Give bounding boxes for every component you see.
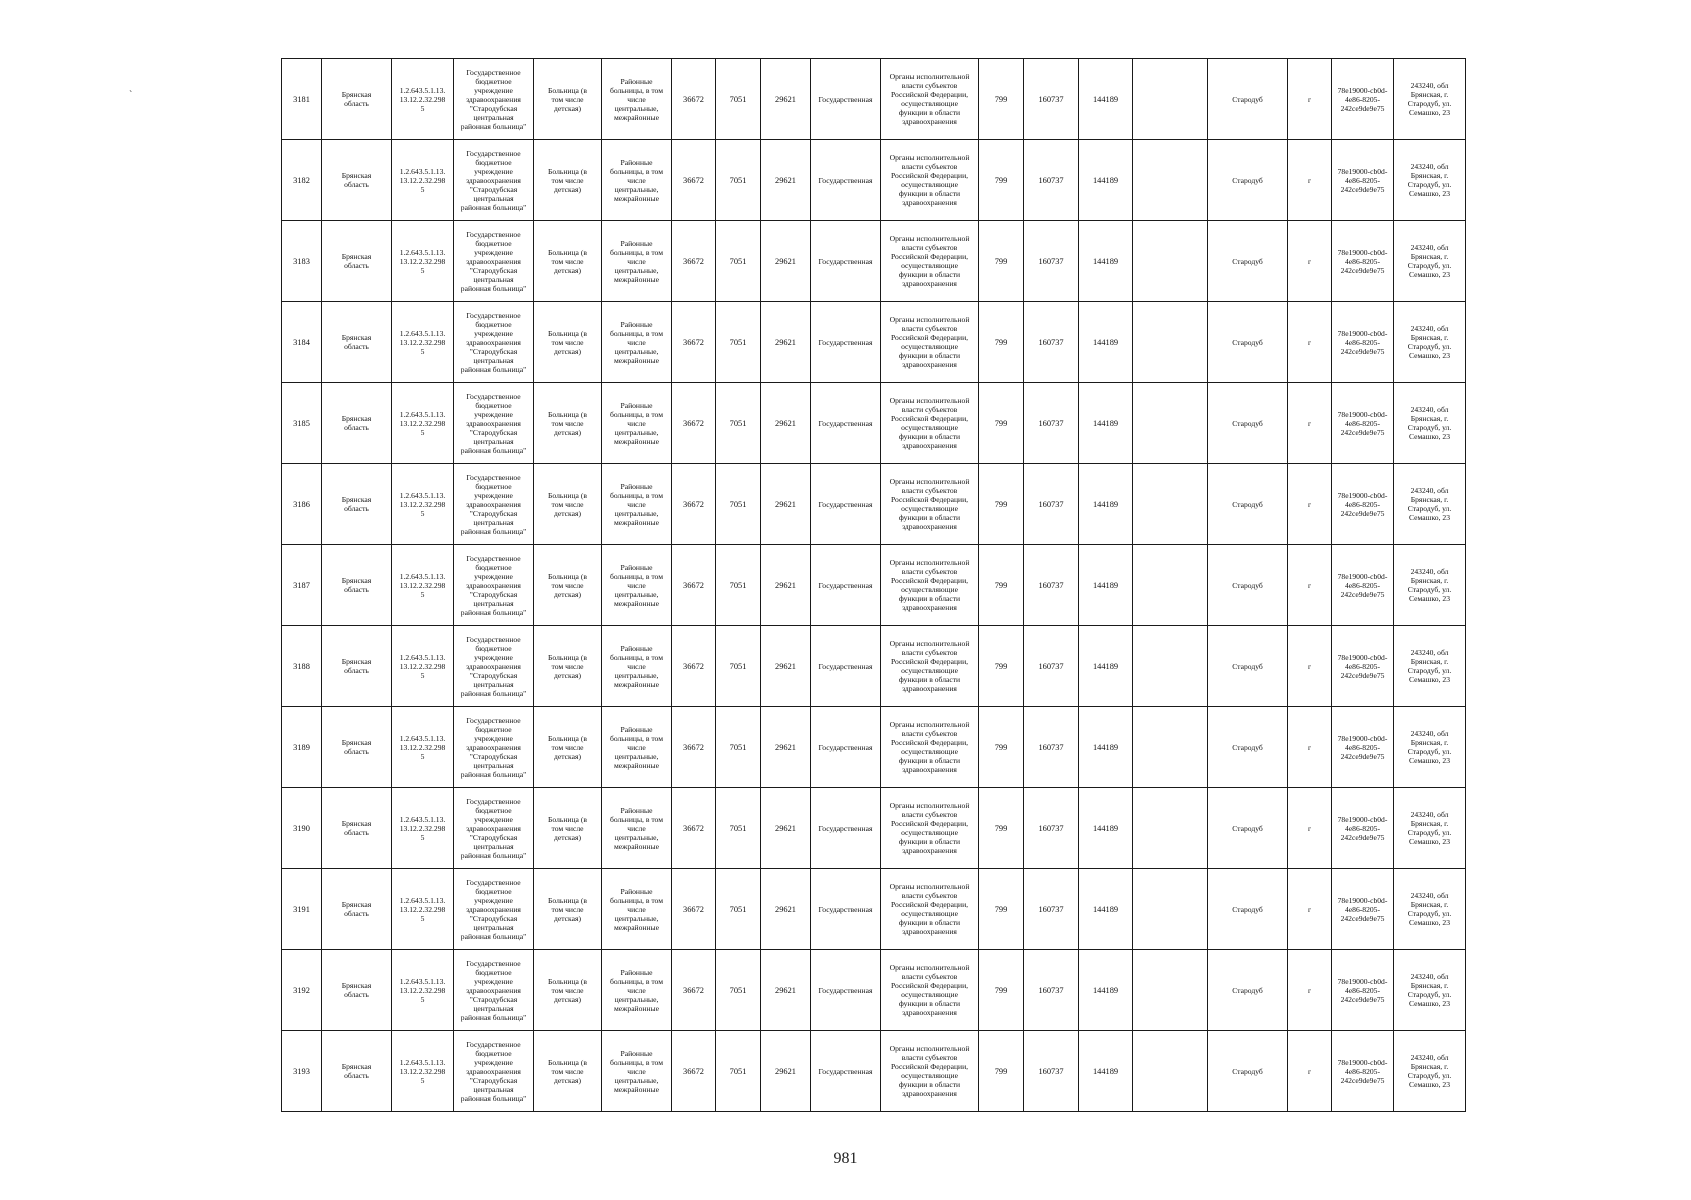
cell-authority: Органы исполнительной власти субъектов Российской Федерации, осуществляющие функции в области здравоохранения <box>881 869 979 950</box>
cell-row-number: 3193 <box>282 1031 322 1112</box>
cell-code-3: 29621 <box>761 302 811 383</box>
cell-code-6: 144189 <box>1079 707 1133 788</box>
cell-facility-type: Больница (в том числе детская) <box>534 464 602 545</box>
cell-code-4: 799 <box>979 1031 1024 1112</box>
cell-region: Брянская область <box>322 1031 392 1112</box>
cell-code-5: 160737 <box>1024 707 1079 788</box>
cell-code-6: 144189 <box>1079 626 1133 707</box>
cell-locality: Стародуб <box>1208 59 1288 140</box>
cell-address: 243240, обл Брянская, г. Стародуб, ул. Семашко, 23 <box>1394 1031 1466 1112</box>
cell-locality: Стародуб <box>1208 626 1288 707</box>
cell-code-3: 29621 <box>761 464 811 545</box>
cell-code-3: 29621 <box>761 626 811 707</box>
cell-code-2: 7051 <box>716 869 761 950</box>
cell-row-number: 3188 <box>282 626 322 707</box>
cell-empty <box>1133 869 1208 950</box>
cell-code-6: 144189 <box>1079 1031 1133 1112</box>
cell-facility-subtype: Районные больницы, в том числе центральные, межрайонные <box>602 59 672 140</box>
cell-organization-name: Государственное бюджетное учреждение здравоохранения "Стародубская центральная районная больница" <box>454 1031 534 1112</box>
cell-row-number: 3190 <box>282 788 322 869</box>
cell-address: 243240, обл Брянская, г. Стародуб, ул. Семашко, 23 <box>1394 59 1466 140</box>
cell-guid: 78e19000-cb0d- 4e86-8205- 242ce9de9e75 <box>1332 59 1394 140</box>
cell-address: 243240, обл Брянская, г. Стародуб, ул. Семашко, 23 <box>1394 545 1466 626</box>
table-row <box>282 869 1466 950</box>
cell-guid: 78e19000-cb0d- 4e86-8205- 242ce9de9e75 <box>1332 707 1394 788</box>
cell-facility-subtype: Районные больницы, в том числе центральные, межрайонные <box>602 302 672 383</box>
cell-empty <box>1133 707 1208 788</box>
cell-code-6: 144189 <box>1079 59 1133 140</box>
cell-oid-code: 1.2.643.5.1.13. 13.12.2.32.298 5 <box>392 545 454 626</box>
cell-row-number: 3182 <box>282 140 322 221</box>
table-row <box>282 1031 1466 1112</box>
cell-oid-code: 1.2.643.5.1.13. 13.12.2.32.298 5 <box>392 140 454 221</box>
cell-code-3: 29621 <box>761 869 811 950</box>
cell-region: Брянская область <box>322 788 392 869</box>
cell-guid: 78e19000-cb0d- 4e86-8205- 242ce9de9e75 <box>1332 950 1394 1031</box>
cell-facility-subtype: Районные больницы, в том числе центральные, межрайонные <box>602 221 672 302</box>
cell-locality-type: г <box>1288 626 1332 707</box>
cell-region: Брянская область <box>322 59 392 140</box>
cell-facility-type: Больница (в том числе детская) <box>534 302 602 383</box>
cell-code-5: 160737 <box>1024 59 1079 140</box>
cell-locality-type: г <box>1288 59 1332 140</box>
cell-organization-name: Государственное бюджетное учреждение здравоохранения "Стародубская центральная районная больница" <box>454 464 534 545</box>
cell-facility-type: Больница (в том числе детская) <box>534 221 602 302</box>
cell-ownership: Государственная <box>811 707 881 788</box>
cell-region: Брянская область <box>322 545 392 626</box>
cell-organization-name: Государственное бюджетное учреждение здравоохранения "Стародубская центральная районная больница" <box>454 950 534 1031</box>
cell-row-number: 3189 <box>282 707 322 788</box>
cell-facility-type: Больница (в том числе детская) <box>534 626 602 707</box>
cell-code-3: 29621 <box>761 545 811 626</box>
cell-row-number: 3181 <box>282 59 322 140</box>
cell-code-2: 7051 <box>716 302 761 383</box>
cell-organization-name: Государственное бюджетное учреждение здравоохранения "Стародубская центральная районная больница" <box>454 869 534 950</box>
cell-code-5: 160737 <box>1024 302 1079 383</box>
cell-authority: Органы исполнительной власти субъектов Российской Федерации, осуществляющие функции в области здравоохранения <box>881 464 979 545</box>
cell-code-5: 160737 <box>1024 788 1079 869</box>
cell-code-3: 29621 <box>761 140 811 221</box>
cell-authority: Органы исполнительной власти субъектов Российской Федерации, осуществляющие функции в области здравоохранения <box>881 788 979 869</box>
cell-guid: 78e19000-cb0d- 4e86-8205- 242ce9de9e75 <box>1332 545 1394 626</box>
cell-locality-type: г <box>1288 1031 1332 1112</box>
cell-code-4: 799 <box>979 221 1024 302</box>
cell-address: 243240, обл Брянская, г. Стародуб, ул. Семашко, 23 <box>1394 950 1466 1031</box>
table-row <box>282 545 1466 626</box>
cell-locality: Стародуб <box>1208 302 1288 383</box>
cell-code-2: 7051 <box>716 1031 761 1112</box>
cell-code-1: 36672 <box>672 302 716 383</box>
cell-ownership: Государственная <box>811 788 881 869</box>
cell-authority: Органы исполнительной власти субъектов Российской Федерации, осуществляющие функции в области здравоохранения <box>881 545 979 626</box>
cell-locality-type: г <box>1288 950 1332 1031</box>
cell-locality-type: г <box>1288 302 1332 383</box>
cell-empty <box>1133 59 1208 140</box>
cell-code-4: 799 <box>979 59 1024 140</box>
cell-ownership: Государственная <box>811 383 881 464</box>
cell-code-6: 144189 <box>1079 545 1133 626</box>
cell-row-number: 3192 <box>282 950 322 1031</box>
cell-facility-subtype: Районные больницы, в том числе центральные, межрайонные <box>602 869 672 950</box>
cell-code-4: 799 <box>979 626 1024 707</box>
cell-guid: 78e19000-cb0d- 4e86-8205- 242ce9de9e75 <box>1332 221 1394 302</box>
cell-code-4: 799 <box>979 464 1024 545</box>
cell-empty <box>1133 950 1208 1031</box>
cell-facility-type: Больница (в том числе детская) <box>534 788 602 869</box>
cell-region: Брянская область <box>322 221 392 302</box>
cell-code-1: 36672 <box>672 221 716 302</box>
cell-locality: Стародуб <box>1208 545 1288 626</box>
cell-code-4: 799 <box>979 950 1024 1031</box>
cell-guid: 78e19000-cb0d- 4e86-8205- 242ce9de9e75 <box>1332 302 1394 383</box>
cell-row-number: 3186 <box>282 464 322 545</box>
cell-code-6: 144189 <box>1079 788 1133 869</box>
cell-oid-code: 1.2.643.5.1.13. 13.12.2.32.298 5 <box>392 1031 454 1112</box>
cell-authority: Органы исполнительной власти субъектов Российской Федерации, осуществляющие функции в области здравоохранения <box>881 140 979 221</box>
cell-code-3: 29621 <box>761 1031 811 1112</box>
cell-authority: Органы исполнительной власти субъектов Российской Федерации, осуществляющие функции в области здравоохранения <box>881 1031 979 1112</box>
cell-code-6: 144189 <box>1079 221 1133 302</box>
cell-address: 243240, обл Брянская, г. Стародуб, ул. Семашко, 23 <box>1394 221 1466 302</box>
cell-authority: Органы исполнительной власти субъектов Российской Федерации, осуществляющие функции в области здравоохранения <box>881 383 979 464</box>
page-number: 981 <box>833 1150 858 1167</box>
cell-ownership: Государственная <box>811 869 881 950</box>
cell-locality: Стародуб <box>1208 383 1288 464</box>
registry-body <box>282 59 1466 1112</box>
cell-region: Брянская область <box>322 464 392 545</box>
cell-address: 243240, обл Брянская, г. Стародуб, ул. Семашко, 23 <box>1394 464 1466 545</box>
cell-code-3: 29621 <box>761 59 811 140</box>
cell-locality: Стародуб <box>1208 707 1288 788</box>
cell-code-2: 7051 <box>716 950 761 1031</box>
cell-code-1: 36672 <box>672 869 716 950</box>
cell-ownership: Государственная <box>811 1031 881 1112</box>
cell-organization-name: Государственное бюджетное учреждение здравоохранения "Стародубская центральная районная больница" <box>454 140 534 221</box>
cell-ownership: Государственная <box>811 302 881 383</box>
cell-locality-type: г <box>1288 221 1332 302</box>
cell-code-1: 36672 <box>672 140 716 221</box>
cell-code-1: 36672 <box>672 626 716 707</box>
cell-locality: Стародуб <box>1208 464 1288 545</box>
cell-ownership: Государственная <box>811 950 881 1031</box>
cell-organization-name: Государственное бюджетное учреждение здравоохранения "Стародубская центральная районная больница" <box>454 626 534 707</box>
registry-sheet <box>281 58 1465 1112</box>
cell-code-5: 160737 <box>1024 950 1079 1031</box>
cell-organization-name: Государственное бюджетное учреждение здравоохранения "Стародубская центральная районная больница" <box>454 59 534 140</box>
cell-authority: Органы исполнительной власти субъектов Российской Федерации, осуществляющие функции в области здравоохранения <box>881 59 979 140</box>
cell-address: 243240, обл Брянская, г. Стародуб, ул. Семашко, 23 <box>1394 302 1466 383</box>
cell-region: Брянская область <box>322 626 392 707</box>
cell-code-1: 36672 <box>672 950 716 1031</box>
table-row <box>282 383 1466 464</box>
cell-code-6: 144189 <box>1079 464 1133 545</box>
cell-row-number: 3184 <box>282 302 322 383</box>
cell-oid-code: 1.2.643.5.1.13. 13.12.2.32.298 5 <box>392 221 454 302</box>
cell-empty <box>1133 545 1208 626</box>
cell-authority: Органы исполнительной власти субъектов Российской Федерации, осуществляющие функции в области здравоохранения <box>881 302 979 383</box>
cell-code-1: 36672 <box>672 59 716 140</box>
cell-region: Брянская область <box>322 707 392 788</box>
cell-row-number: 3183 <box>282 221 322 302</box>
cell-code-4: 799 <box>979 707 1024 788</box>
cell-code-5: 160737 <box>1024 626 1079 707</box>
cell-code-6: 144189 <box>1079 383 1133 464</box>
cell-locality: Стародуб <box>1208 869 1288 950</box>
cell-code-2: 7051 <box>716 221 761 302</box>
cell-code-5: 160737 <box>1024 869 1079 950</box>
table-row <box>282 140 1466 221</box>
cell-guid: 78e19000-cb0d- 4e86-8205- 242ce9de9e75 <box>1332 464 1394 545</box>
cell-oid-code: 1.2.643.5.1.13. 13.12.2.32.298 5 <box>392 383 454 464</box>
cell-code-1: 36672 <box>672 1031 716 1112</box>
cell-facility-type: Больница (в том числе детская) <box>534 950 602 1031</box>
cell-code-5: 160737 <box>1024 1031 1079 1112</box>
cell-code-1: 36672 <box>672 707 716 788</box>
cell-code-4: 799 <box>979 869 1024 950</box>
cell-ownership: Государственная <box>811 221 881 302</box>
cell-code-5: 160737 <box>1024 140 1079 221</box>
cell-empty <box>1133 1031 1208 1112</box>
cell-facility-subtype: Районные больницы, в том числе центральные, межрайонные <box>602 707 672 788</box>
cell-guid: 78e19000-cb0d- 4e86-8205- 242ce9de9e75 <box>1332 140 1394 221</box>
cell-ownership: Государственная <box>811 545 881 626</box>
cell-code-5: 160737 <box>1024 383 1079 464</box>
cell-code-4: 799 <box>979 302 1024 383</box>
cell-code-1: 36672 <box>672 788 716 869</box>
cell-organization-name: Государственное бюджетное учреждение здравоохранения "Стародубская центральная районная больница" <box>454 221 534 302</box>
cell-oid-code: 1.2.643.5.1.13. 13.12.2.32.298 5 <box>392 59 454 140</box>
cell-facility-type: Больница (в том числе детская) <box>534 707 602 788</box>
cell-locality: Стародуб <box>1208 140 1288 221</box>
cell-locality-type: г <box>1288 545 1332 626</box>
cell-facility-subtype: Районные больницы, в том числе центральные, межрайонные <box>602 464 672 545</box>
cell-code-4: 799 <box>979 788 1024 869</box>
cell-authority: Органы исполнительной власти субъектов Российской Федерации, осуществляющие функции в области здравоохранения <box>881 707 979 788</box>
cell-ownership: Государственная <box>811 59 881 140</box>
cell-code-2: 7051 <box>716 464 761 545</box>
cell-code-6: 144189 <box>1079 869 1133 950</box>
cell-code-1: 36672 <box>672 383 716 464</box>
cell-locality: Стародуб <box>1208 788 1288 869</box>
cell-code-3: 29621 <box>761 383 811 464</box>
cell-empty <box>1133 383 1208 464</box>
cell-facility-type: Больница (в том числе детская) <box>534 869 602 950</box>
table-row <box>282 302 1466 383</box>
cell-guid: 78e19000-cb0d- 4e86-8205- 242ce9de9e75 <box>1332 626 1394 707</box>
cell-code-4: 799 <box>979 383 1024 464</box>
cell-empty <box>1133 302 1208 383</box>
cell-authority: Органы исполнительной власти субъектов Российской Федерации, осуществляющие функции в области здравоохранения <box>881 221 979 302</box>
cell-ownership: Государственная <box>811 464 881 545</box>
cell-code-1: 36672 <box>672 545 716 626</box>
registry-table <box>281 58 1466 1112</box>
cell-address: 243240, обл Брянская, г. Стародуб, ул. Семашко, 23 <box>1394 869 1466 950</box>
cell-empty <box>1133 221 1208 302</box>
cell-facility-subtype: Районные больницы, в том числе центральные, межрайонные <box>602 140 672 221</box>
cell-code-6: 144189 <box>1079 302 1133 383</box>
cell-code-3: 29621 <box>761 950 811 1031</box>
cell-organization-name: Государственное бюджетное учреждение здравоохранения "Стародубская центральная районная больница" <box>454 302 534 383</box>
table-row <box>282 221 1466 302</box>
cell-oid-code: 1.2.643.5.1.13. 13.12.2.32.298 5 <box>392 464 454 545</box>
cell-address: 243240, обл Брянская, г. Стародуб, ул. Семашко, 23 <box>1394 707 1466 788</box>
cell-locality-type: г <box>1288 788 1332 869</box>
cell-empty <box>1133 464 1208 545</box>
cell-oid-code: 1.2.643.5.1.13. 13.12.2.32.298 5 <box>392 626 454 707</box>
cell-empty <box>1133 626 1208 707</box>
cell-code-3: 29621 <box>761 707 811 788</box>
cell-code-4: 799 <box>979 545 1024 626</box>
cell-organization-name: Государственное бюджетное учреждение здравоохранения "Стародубская центральная районная больница" <box>454 383 534 464</box>
cell-row-number: 3185 <box>282 383 322 464</box>
cell-address: 243240, обл Брянская, г. Стародуб, ул. Семашко, 23 <box>1394 140 1466 221</box>
cell-code-2: 7051 <box>716 626 761 707</box>
cell-facility-subtype: Районные больницы, в том числе центральные, межрайонные <box>602 626 672 707</box>
cell-ownership: Государственная <box>811 626 881 707</box>
cell-region: Брянская область <box>322 302 392 383</box>
cell-code-6: 144189 <box>1079 140 1133 221</box>
cell-guid: 78e19000-cb0d- 4e86-8205- 242ce9de9e75 <box>1332 383 1394 464</box>
cell-facility-subtype: Районные больницы, в том числе центральные, межрайонные <box>602 383 672 464</box>
cell-facility-subtype: Районные больницы, в том числе центральные, межрайонные <box>602 545 672 626</box>
table-row <box>282 626 1466 707</box>
cell-facility-type: Больница (в том числе детская) <box>534 59 602 140</box>
cell-code-2: 7051 <box>716 140 761 221</box>
cell-guid: 78e19000-cb0d- 4e86-8205- 242ce9de9e75 <box>1332 869 1394 950</box>
cell-guid: 78e19000-cb0d- 4e86-8205- 242ce9de9e75 <box>1332 1031 1394 1112</box>
cell-facility-type: Больница (в том числе детская) <box>534 545 602 626</box>
cell-authority: Органы исполнительной власти субъектов Российской Федерации, осуществляющие функции в области здравоохранения <box>881 950 979 1031</box>
table-row <box>282 464 1466 545</box>
cell-code-5: 160737 <box>1024 221 1079 302</box>
cell-address: 243240, обл Брянская, г. Стародуб, ул. Семашко, 23 <box>1394 383 1466 464</box>
cell-row-number: 3191 <box>282 869 322 950</box>
cell-authority: Органы исполнительной власти субъектов Российской Федерации, осуществляющие функции в области здравоохранения <box>881 626 979 707</box>
cell-facility-subtype: Районные больницы, в том числе центральные, межрайонные <box>602 788 672 869</box>
cell-organization-name: Государственное бюджетное учреждение здравоохранения "Стародубская центральная районная больница" <box>454 545 534 626</box>
cell-facility-type: Больница (в том числе детская) <box>534 1031 602 1112</box>
cell-code-6: 144189 <box>1079 950 1133 1031</box>
cell-empty <box>1133 140 1208 221</box>
cell-oid-code: 1.2.643.5.1.13. 13.12.2.32.298 5 <box>392 707 454 788</box>
cell-region: Брянская область <box>322 383 392 464</box>
cell-facility-type: Больница (в том числе детская) <box>534 140 602 221</box>
cell-code-5: 160737 <box>1024 545 1079 626</box>
cell-region: Брянская область <box>322 869 392 950</box>
cell-oid-code: 1.2.643.5.1.13. 13.12.2.32.298 5 <box>392 950 454 1031</box>
cell-code-2: 7051 <box>716 707 761 788</box>
cell-oid-code: 1.2.643.5.1.13. 13.12.2.32.298 5 <box>392 869 454 950</box>
cell-address: 243240, обл Брянская, г. Стародуб, ул. Семашко, 23 <box>1394 788 1466 869</box>
cell-locality: Стародуб <box>1208 950 1288 1031</box>
cell-empty <box>1133 788 1208 869</box>
cell-region: Брянская область <box>322 140 392 221</box>
cell-locality-type: г <box>1288 383 1332 464</box>
cell-code-3: 29621 <box>761 788 811 869</box>
cell-code-2: 7051 <box>716 59 761 140</box>
cell-locality: Стародуб <box>1208 1031 1288 1112</box>
table-row <box>282 707 1466 788</box>
cell-organization-name: Государственное бюджетное учреждение здравоохранения "Стародубская центральная районная больница" <box>454 788 534 869</box>
cell-code-1: 36672 <box>672 464 716 545</box>
stray-mark: ` <box>129 90 133 101</box>
cell-locality-type: г <box>1288 464 1332 545</box>
table-row <box>282 59 1466 140</box>
cell-locality-type: г <box>1288 869 1332 950</box>
table-row <box>282 950 1466 1031</box>
cell-code-2: 7051 <box>716 788 761 869</box>
cell-guid: 78e19000-cb0d- 4e86-8205- 242ce9de9e75 <box>1332 788 1394 869</box>
cell-oid-code: 1.2.643.5.1.13. 13.12.2.32.298 5 <box>392 302 454 383</box>
cell-address: 243240, обл Брянская, г. Стародуб, ул. Семашко, 23 <box>1394 626 1466 707</box>
cell-oid-code: 1.2.643.5.1.13. 13.12.2.32.298 5 <box>392 788 454 869</box>
cell-code-2: 7051 <box>716 383 761 464</box>
cell-locality-type: г <box>1288 707 1332 788</box>
cell-organization-name: Государственное бюджетное учреждение здравоохранения "Стародубская центральная районная больница" <box>454 707 534 788</box>
cell-code-3: 29621 <box>761 221 811 302</box>
cell-facility-type: Больница (в том числе детская) <box>534 383 602 464</box>
cell-code-2: 7051 <box>716 545 761 626</box>
cell-locality: Стародуб <box>1208 221 1288 302</box>
cell-code-4: 799 <box>979 140 1024 221</box>
cell-region: Брянская область <box>322 950 392 1031</box>
cell-code-5: 160737 <box>1024 464 1079 545</box>
cell-ownership: Государственная <box>811 140 881 221</box>
cell-facility-subtype: Районные больницы, в том числе центральные, межрайонные <box>602 1031 672 1112</box>
cell-facility-subtype: Районные больницы, в том числе центральные, межрайонные <box>602 950 672 1031</box>
cell-row-number: 3187 <box>282 545 322 626</box>
cell-locality-type: г <box>1288 140 1332 221</box>
table-row <box>282 788 1466 869</box>
